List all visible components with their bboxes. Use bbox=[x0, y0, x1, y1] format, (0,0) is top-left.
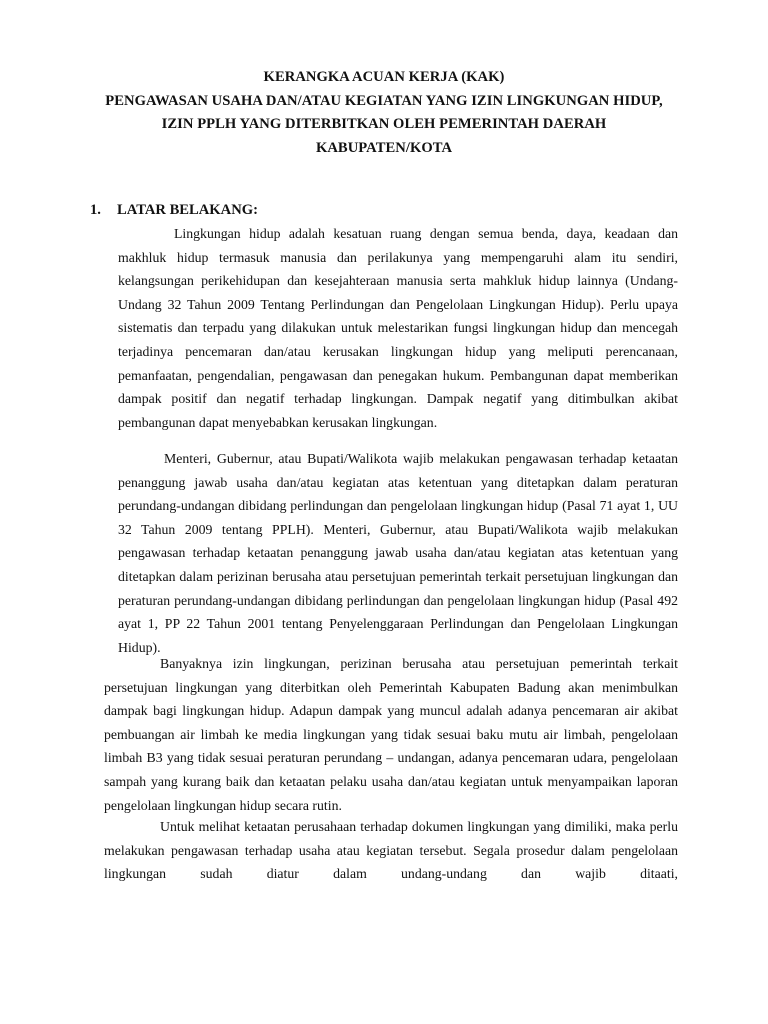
title-line-2: PENGAWASAN USAHA DAN/ATAU KEGIATAN YANG IZIN LINGKUNGAN HIDUP, bbox=[105, 92, 663, 109]
paragraph-2: Menteri, Gubernur, atau Bupati/Walikota wajib melakukan pengawasan terhadap ketaatan penanggung jawab usaha dan/atau kegiatan atas ketentuan yang ditetapkan dalam peraturan perundang-undangan dibidang perlindungan dan pengelolaan lingkungan hidup (Pasal 71 ayat 1, UU 32 Tahun 2009 tentang PPLH). Menteri, Gubernur, atau Bupati/Walikota wajib melakukan pengawasan terhadap ketaatan penanggung jawab usaha dan/atau kegiatan atas ketentuan yang ditetapkan dalam perizinan berusaha atau persetujuan pemerintah terkait persetujuan lingkungan dan peraturan perundang-undangan dibidang perlindungan dan pengelolaan lingkungan hidup (Pasal 492 ayat 1, PP 22 Tahun 2001 tentang Penyelenggaraan Perlindungan dan Pengelolaan Lingkungan Hidup). bbox=[118, 451, 678, 655]
title-line-1: KERANGKA ACUAN KERJA (KAK) bbox=[263, 69, 505, 85]
section-heading-text: LATAR BELAKANG: bbox=[117, 202, 258, 218]
section-number: 1. bbox=[90, 202, 101, 218]
title-line-3: IZIN PPLH YANG DITERBITKAN OLEH PEMERINTAH DAERAH bbox=[161, 116, 607, 132]
paragraph-1: Lingkungan hidup adalah kesatuan ruang dengan semua benda, daya, keadaan dan makhluk hidup termasuk manusia dan perilakunya yang mempengaruhi alam itu sendiri, kelangsungan perikehidupan dan kesejahteraan manusia serta mahkluk hidup lainnya (Undang-Undang 32 Tahun 2009 Tentang Perlindungan dan Pengelolaan Lingkungan Hidup). Perlu upaya sistematis dan terpadu yang dilakukan untuk melestarikan fungsi lingkungan hidup dan mencegah terjadinya pencemaran dan/atau kerusakan lingkungan hidup yang meliputi perencanaan, pemanfaatan, pengendalian, pengawasan dan penegakan hukum. Pembangunan dapat memberikan dampak positif dan negatif terhadap lingkungan. Dampak negatif yang ditimbulkan akibat pembangunan dapat menyebabkan kerusakan lingkungan. bbox=[118, 226, 678, 430]
paragraph-4: Untuk melihat ketaatan perusahaan terhadap dokumen lingkungan yang dimiliki, maka perlu melakukan pengawasan terhadap usaha atau kegiatan tersebut. Segala prosedur dalam pengelolaan lingkungan sudah diatur dalam undang-undang dan wajib ditaati, bbox=[104, 819, 678, 882]
section-heading bbox=[90, 202, 258, 219]
paragraph-3: Banyaknya izin lingkungan, perizinan berusaha atau persetujuan pemerintah terkait persetujuan lingkungan yang diterbitkan oleh Pemerintah Kabupaten Badung akan menimbulkan dampak bagi lingkungan hidup. Adapun dampak yang muncul adalah adanya pencemaran air akibat pembuangan air limbah ke media lingkungan yang tidak sesuai baku mutu air limbah, pengelolaan limbah B3 yang tidak sesuai peraturan perundang – undangan, adanya pencemaran udara, pengelolaan sampah yang kurang baik dan ketaatan pelaku usaha dan/atau kegiatan untuk menyampaikan laporan pengelolaan lingkungan hidup secara rutin. bbox=[104, 656, 678, 813]
document-title bbox=[0, 66, 768, 160]
title-line-4: KABUPATEN/KOTA bbox=[315, 139, 453, 156]
